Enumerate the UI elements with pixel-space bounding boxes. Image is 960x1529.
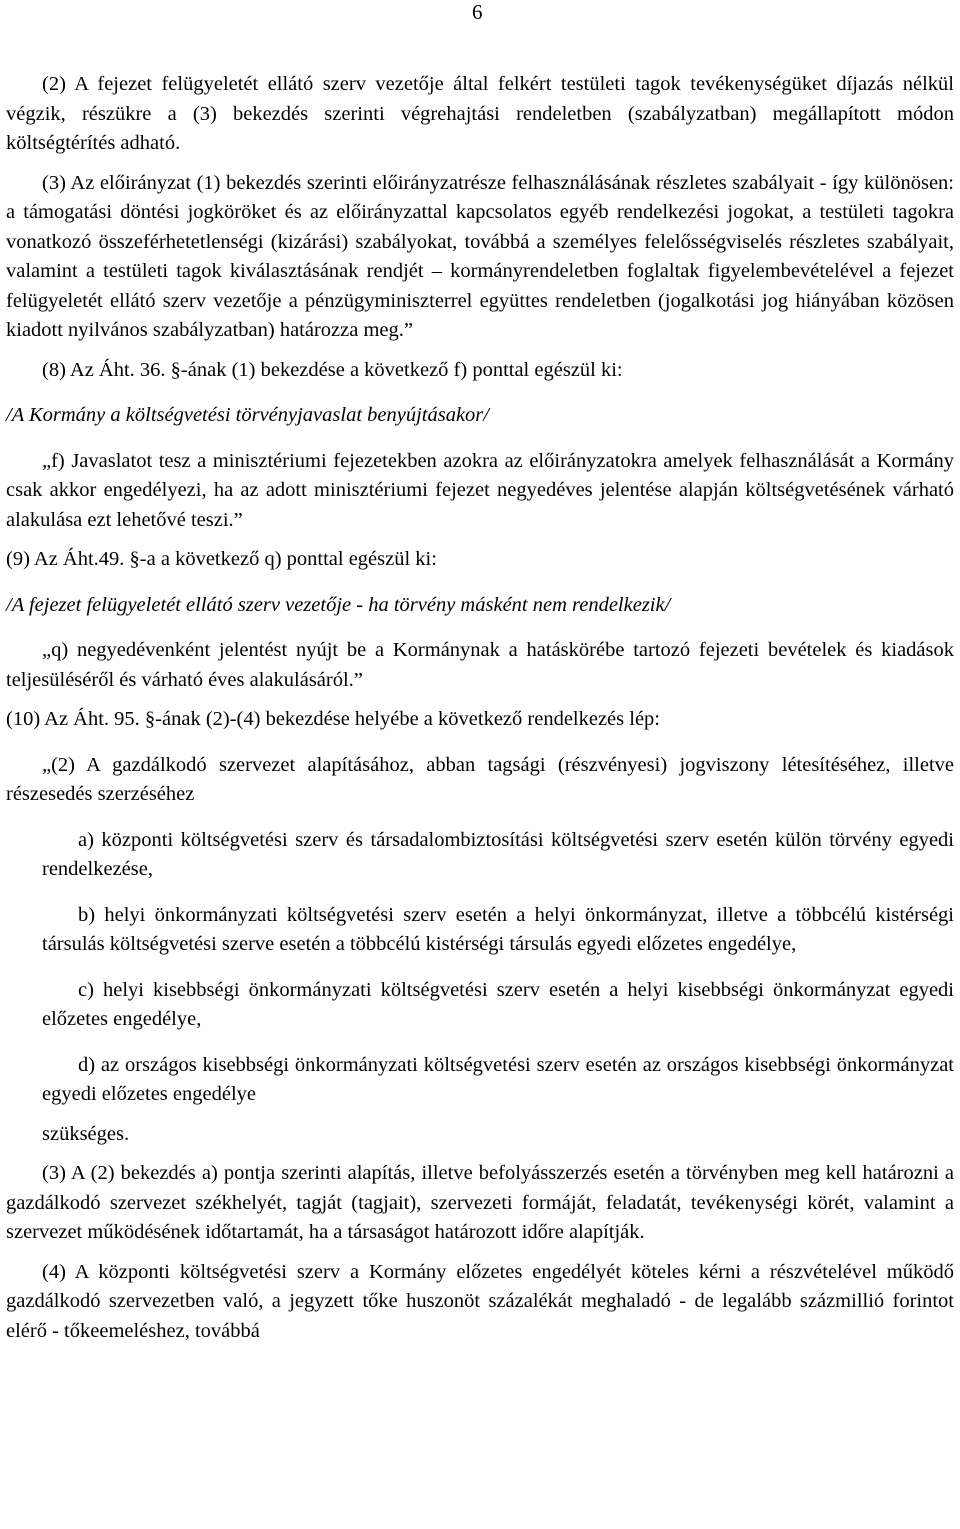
amendment-10-paragraph-2: „(2) A gazdálkodó szervezet alapításához, abban tagsági (részvényesi) jogviszony létesítéséhez, illetve részesedés szerzéséhez <box>6 753 954 805</box>
amendment-10-intro: (10) Az Áht. 95. §-ának (2)-(4) bekezdése helyébe a következő rendelkezés lép: <box>6 708 660 730</box>
page-number: 6 <box>472 0 483 24</box>
document-body <box>6 70 954 1346</box>
paragraph-3: (3) Az előirányzat (1) bekezdés szerinti előirányzatrésze felhasználásának részletes szabályait - így különösen: a támogatási döntési jogköröket és az előirányzattal kapcsolatos egyéb rendelkezési jogokat, a testületi tagokra vonatkozó összeférhetetlenségi (kizárási) szabályokat, továbbá a személyes felelősségviselés részletes szabályait, valamint a testületi tagok kiválasztásának rendjét – kormányrendeletben foglaltak figyelembevételével a fejezet felügyeletét ellátó szerv vezetője a pénzügyminiszterrel együttes rendeletben (jogalkotási jog hiányában közösen kiadott nyilvános szabályzatban) határozza meg.” <box>6 171 954 341</box>
amendment-8-context: /A Kormány a költségvetési törvényjavaslat benyújtásakor/ <box>6 404 489 426</box>
list-item-a: a) központi költségvetési szerv és társadalombiztosítási költségvetési szerv esetén külön törvény egyedi rendelkezése, <box>42 828 954 880</box>
paragraph-2: (2) A fejezet felügyeletét ellátó szerv vezetője által felkért testületi tagok tevékenységüket díjazás nélkül végzik, részükre a (3) bekezdés szerinti végrehajtási rendeletben (szabályzatban) megállapított módon költségtérítés adható. <box>6 73 954 154</box>
amendment-8-intro: (8) Az Áht. 36. §-ának (1) bekezdése a következő f) ponttal egészül ki: <box>42 358 623 381</box>
amendment-10-paragraph-4: (4) A központi költségvetési szerv a Kormány előzetes engedélyét köteles kérni a részvételével működő gazdálkodó szervezetben való, a jegyzett tőke huszonöt százalékát meghaladó - de legalább százmillió forintot elérő - tőkeemeléshez, továbbá <box>6 1260 954 1342</box>
list-item-d: d) az országos kisebbségi önkormányzati költségvetési szerv esetén az országos kisebbségi önkormányzat egyedi előzetes engedélye <box>42 1053 954 1105</box>
list-item-c: c) helyi kisebbségi önkormányzati költségvetési szerv esetén a helyi kisebbségi önkormányzat egyedi előzetes engedélye, <box>42 978 954 1030</box>
amendment-10-paragraph-3: (3) A (2) bekezdés a) pontja szerinti alapítás, illetve befolyásszerzés esetén a törvényben meg kell határozni a gazdálkodó szervezet székhelyét, tagját (tagjait), szervezeti formáját, feladatát, tevékenységi körét, valamint a szervezet működésének időtartamát, ha a társaságot határozott időre alapítják. <box>6 1162 954 1243</box>
amendment-9-text: „q) negyedévenként jelentést nyújt be a Kormánynak a hatáskörébe tartozó fejezeti bevételek és kiadások teljesüléséről és várható éves alakulásáról.” <box>6 639 954 691</box>
amendment-9-context: /A fejezet felügyeletét ellátó szerv vezetője - ha törvény másként nem rendelkezik/ <box>6 593 671 616</box>
amendment-9-intro: (9) Az Áht.49. §-a a következő q) ponttal egészül ki: <box>6 548 437 570</box>
list-conclusion: szükséges. <box>42 1122 130 1145</box>
amendment-8-text: „f) Javaslatot tesz a minisztériumi fejezetekben azokra az előirányzatokra amelyek felhasználását a Kormány csak akkor engedélyezi, ha az adott minisztériumi fejezet negyedéves jelentése alapján költségvetésének várható alakulása ezt lehetővé teszi.” <box>6 449 954 531</box>
list-item-b: b) helyi önkormányzati költségvetési szerv esetén a helyi önkormányzat, illetve a többcélú kistérségi társulás költségvetési szerve esetén a többcélú kistérségi társulás egyedi előzetes engedélye, <box>42 903 954 955</box>
